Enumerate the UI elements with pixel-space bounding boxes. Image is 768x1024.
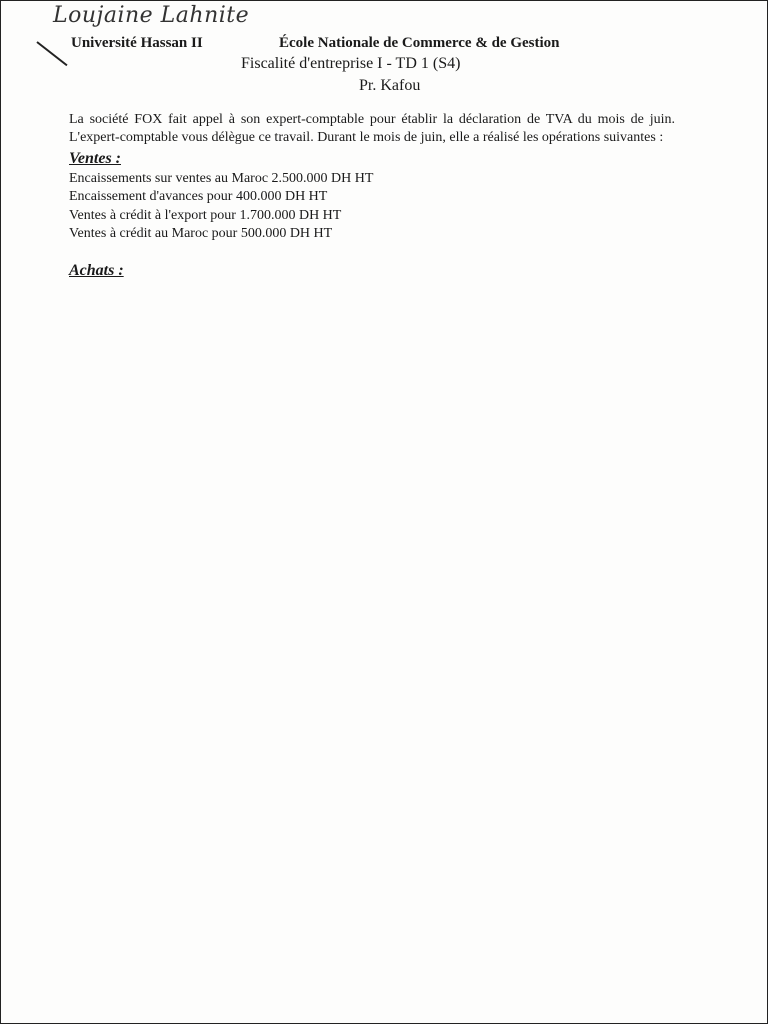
school-name: École Nationale de Commerce & de Gestion [279, 35, 560, 51]
achats-title: Achats : [69, 261, 124, 279]
professor-name: Pr. Kafou [359, 77, 421, 94]
ventes-item: Ventes à crédit à l'export pour 1.700.000 DH HT [69, 207, 342, 223]
handwritten-signature: Loujaine Lahnite [53, 3, 250, 28]
university-name: Université Hassan II [71, 35, 203, 51]
course-title: Fiscalité d'entreprise I - TD 1 (S4) [241, 55, 461, 72]
ventes-item: Encaissements sur ventes au Maroc 2.500.000 DH HT [69, 171, 374, 187]
ventes-list [69, 170, 675, 243]
pen-stroke [36, 41, 67, 66]
ventes-item: Ventes à crédit au Maroc pour 500.000 DH HT [69, 225, 333, 241]
ventes-item: Encaissement d'avances pour 400.000 DH HT [69, 189, 328, 205]
intro-paragraph: La société FOX fait appel à son expert-comptable pour établir la déclaration de TVA du mois de juin. L'expert-comptable vous délègue ce travail. Durant le mois de juin, elle a réalisé les opérations suivantes : [69, 112, 675, 146]
document-body [69, 111, 675, 282]
ventes-title: Ventes : [69, 150, 121, 168]
